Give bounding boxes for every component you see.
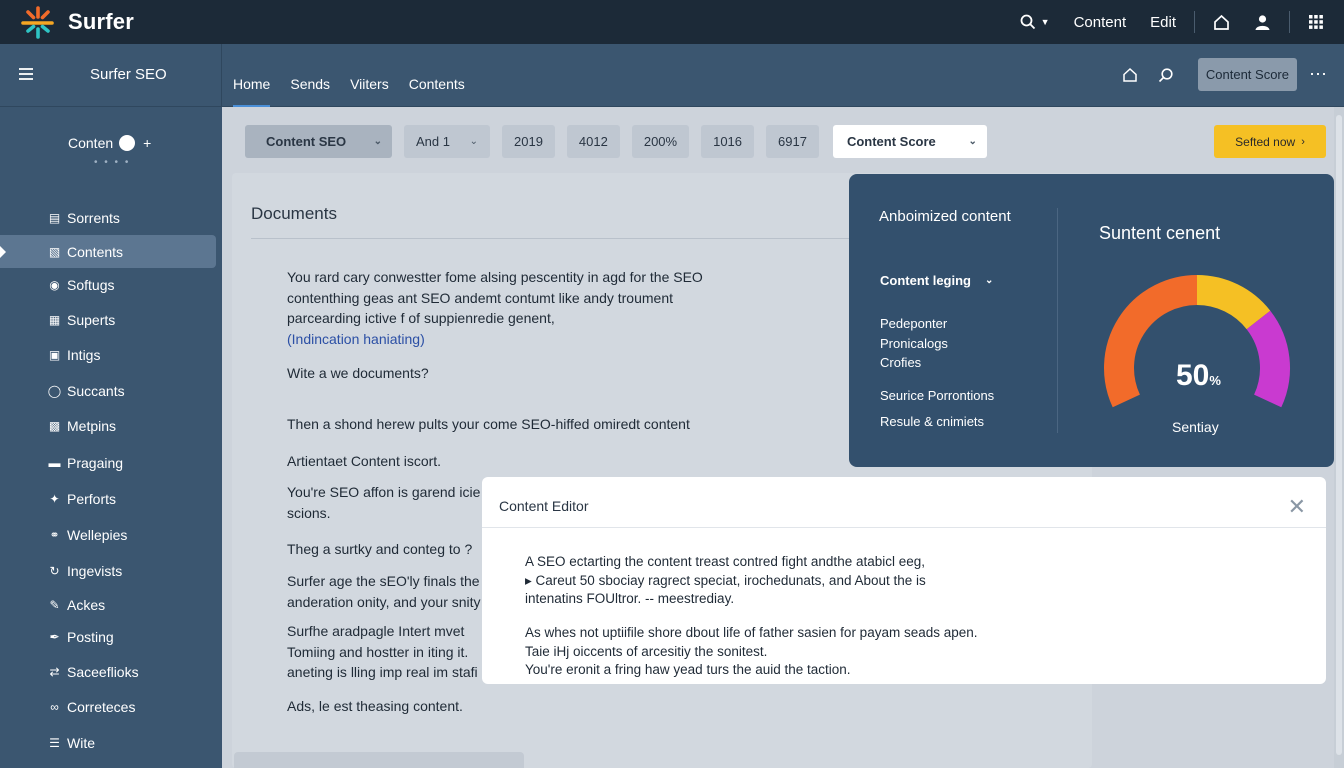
gauge-segment bbox=[1258, 320, 1275, 401]
sidebar-item-label: Correteces bbox=[67, 698, 136, 715]
search-icon bbox=[1020, 14, 1036, 30]
sidebar-item-contents[interactable] bbox=[0, 235, 216, 268]
sub-header-actions bbox=[1112, 58, 1328, 91]
divider bbox=[1057, 208, 1058, 433]
chevron-down-icon: ⌄ bbox=[469, 136, 478, 147]
menu-button[interactable] bbox=[18, 67, 34, 86]
circle-icon: ◯ bbox=[47, 383, 62, 398]
text-line: As whes not uptiifile shore dbout life of father sasien for payam seads apen. bbox=[525, 625, 978, 640]
and-dropdown[interactable] bbox=[404, 125, 490, 158]
text-line: ▸ Careut 50 sbociay ragrect speciat, irochedunats, and About the is bbox=[525, 572, 926, 588]
text-line: Tomiing and hostter in iting it. bbox=[287, 643, 469, 660]
text-line: scions. bbox=[287, 504, 331, 521]
sidebar-item-label: Sorrents bbox=[67, 209, 120, 226]
grid-icon bbox=[1308, 14, 1324, 30]
metrics-list bbox=[880, 314, 948, 373]
filter-chip[interactable]: 1016 bbox=[701, 125, 754, 158]
sidebar-item-label: Softugs bbox=[67, 276, 115, 293]
search-icon bbox=[1158, 67, 1174, 83]
lock-icon: ◉ bbox=[49, 277, 60, 292]
content-editor-modal bbox=[482, 477, 1326, 684]
text-line: Ads, le est theasing content. bbox=[287, 698, 463, 714]
content-analysis-panel bbox=[849, 174, 1334, 467]
add-icon[interactable]: + bbox=[143, 135, 152, 151]
chevron-right-icon: › bbox=[1301, 135, 1305, 148]
sidebar-item-sorrents[interactable] bbox=[0, 201, 216, 234]
sidebar-item-label: Wellepies bbox=[67, 526, 128, 543]
gauge-segment bbox=[1197, 290, 1258, 320]
sidebar-item-succants[interactable] bbox=[0, 374, 216, 407]
divider bbox=[221, 44, 222, 107]
sidebar-item-wite[interactable] bbox=[0, 726, 216, 759]
text-line: aneting is lling imp real im stafi bbox=[287, 664, 478, 680]
sidebar-item-label: Contents bbox=[67, 243, 124, 260]
documents-title: Documents bbox=[251, 204, 337, 223]
sidebar-item-ackes[interactable] bbox=[0, 588, 216, 621]
list-icon: ☰ bbox=[49, 735, 60, 750]
text-line: Then a shond herew pults your come SEO-hiffed omiredt content bbox=[287, 416, 690, 432]
text-line: parcearding ictive f of suppienredie genent, bbox=[287, 310, 555, 326]
more-icon[interactable]: ⋯ bbox=[1309, 64, 1328, 84]
refresh-icon: ↻ bbox=[49, 563, 60, 578]
dropdown-label: Content leging bbox=[880, 273, 971, 288]
sidebar-item-superts[interactable] bbox=[0, 303, 216, 336]
chevron-down-icon: ▼ bbox=[1040, 17, 1050, 27]
table-icon: ▩ bbox=[48, 418, 61, 433]
content-leging-dropdown[interactable] bbox=[880, 273, 993, 288]
sidebar-item-softugs[interactable] bbox=[0, 268, 216, 301]
brand-name: Surfer bbox=[68, 9, 134, 34]
modal-title: Content Editor bbox=[499, 498, 589, 514]
image-icon: ▣ bbox=[48, 347, 61, 362]
score-label: Sentiay bbox=[1172, 419, 1219, 435]
chevron-down-icon: ⌄ bbox=[373, 136, 382, 147]
metrics-list bbox=[880, 383, 994, 435]
divider bbox=[1194, 11, 1195, 33]
content-seo-dropdown[interactable] bbox=[245, 125, 392, 158]
sidebar-item-label: Superts bbox=[67, 311, 116, 328]
share-icon: ⇄ bbox=[49, 664, 60, 679]
home-button[interactable] bbox=[1118, 63, 1142, 87]
sub-header bbox=[0, 44, 1344, 107]
divider bbox=[482, 527, 1326, 528]
filter-chip[interactable]: 2019 bbox=[502, 125, 555, 158]
editor-paragraph[interactable] bbox=[525, 553, 1305, 609]
horizontal-scrollbar[interactable] bbox=[234, 752, 524, 768]
folder-icon: ▬ bbox=[48, 455, 61, 470]
text-line: You're SEO affon is garend icie bbox=[287, 484, 481, 500]
surfer-logo-icon bbox=[20, 4, 56, 40]
filter-chip[interactable]: 200% bbox=[632, 125, 689, 158]
score-value bbox=[1176, 359, 1221, 393]
sidebar-item-label: Posting bbox=[67, 628, 114, 645]
text-line: You're eronit a fring haw yead turs the auid the taction. bbox=[525, 662, 851, 677]
text-line: Taie iHj oiccents of arcesitiy the sonitest. bbox=[525, 643, 768, 659]
dropdown-label: Content Score bbox=[846, 134, 936, 149]
tab-home[interactable]: Home bbox=[233, 44, 270, 107]
tab-viiters[interactable]: Viiters bbox=[350, 75, 389, 92]
document-icon: ▧ bbox=[48, 244, 61, 259]
top-right-actions bbox=[1008, 0, 1344, 44]
user-button[interactable] bbox=[1242, 0, 1283, 44]
text-line: Wite a we documents? bbox=[287, 365, 429, 381]
sidebar-item-metpins[interactable] bbox=[0, 409, 216, 442]
dropdown-label: And 1 bbox=[416, 134, 450, 149]
start-now-label: Sefted now bbox=[1235, 134, 1296, 149]
score-title: Suntent cenent bbox=[1099, 223, 1221, 243]
content-link[interactable]: Content bbox=[1073, 13, 1127, 31]
link-icon: ⚭ bbox=[49, 527, 60, 542]
nav-tabs bbox=[233, 44, 485, 107]
chevron-down-icon: ⌄ bbox=[968, 136, 977, 147]
text-line: contenthing geas ant SEO andemt contumt like andy troument bbox=[287, 289, 674, 306]
tab-contents[interactable]: Contents bbox=[408, 75, 465, 92]
text-line: Surfhe aradpagle Intert mvet bbox=[287, 623, 465, 639]
search-dropdown[interactable] bbox=[1008, 0, 1062, 44]
home-button[interactable] bbox=[1201, 0, 1242, 44]
sidebar-item-perforts[interactable] bbox=[0, 482, 216, 515]
sidebar-item-label: Saceeflioks bbox=[67, 663, 139, 680]
chevron-down-icon: ⌄ bbox=[985, 275, 994, 286]
sidebar-item-label: Metpins bbox=[67, 417, 117, 434]
sidebar-item-ingevists[interactable] bbox=[0, 554, 216, 587]
search-button[interactable] bbox=[1154, 63, 1178, 87]
grid-icon: ▦ bbox=[48, 312, 61, 327]
text-line: A SEO ectarting the content treast contred fight andthe atabicl eeg, bbox=[525, 554, 926, 569]
pencil-icon: ✎ bbox=[49, 597, 60, 612]
apps-button[interactable] bbox=[1296, 0, 1344, 44]
score-number: 50 bbox=[1176, 359, 1210, 392]
list-item[interactable]: Pronicalogs bbox=[880, 335, 948, 351]
sidebar-header-label: Conten bbox=[68, 135, 114, 151]
user-icon bbox=[1254, 14, 1271, 31]
home-icon bbox=[1213, 14, 1230, 31]
home-icon bbox=[1122, 67, 1138, 83]
sidebar-item-intigs[interactable] bbox=[0, 338, 216, 371]
text-line: intenatins FOUltror. -- meestrediay. bbox=[525, 591, 735, 606]
panel-title: Anboimized content bbox=[879, 208, 1011, 225]
text-line: Theg a surtky and conteg to ? bbox=[287, 541, 473, 557]
pen-icon: ✒ bbox=[49, 629, 60, 644]
sidebar bbox=[0, 107, 221, 768]
stack-icon: ▤ bbox=[48, 210, 61, 225]
list-item[interactable]: Pedeponter bbox=[880, 316, 948, 331]
vertical-scrollbar[interactable] bbox=[1334, 107, 1344, 768]
sidebar-item-label: Wite bbox=[67, 734, 95, 751]
sidebar-item-wellepies[interactable] bbox=[0, 518, 216, 551]
loop-icon: ∞ bbox=[50, 699, 59, 714]
text-line: anderation onity, and your snity bbox=[287, 593, 481, 610]
sidebar-item-label: Intigs bbox=[67, 346, 101, 363]
sidebar-item-posting[interactable] bbox=[0, 620, 216, 653]
product-name: Surfer SEO bbox=[90, 66, 167, 83]
score-unit: % bbox=[1209, 373, 1221, 388]
filter-chip[interactable]: 4012 bbox=[567, 125, 620, 158]
scrollbar-thumb[interactable] bbox=[1336, 115, 1342, 755]
dropdown-label: Content SEO bbox=[266, 134, 347, 149]
content-score-button[interactable]: Content Score bbox=[1198, 58, 1297, 91]
sidebar-item-label: Succants bbox=[67, 382, 125, 399]
list-item[interactable]: Seurice Porrontions bbox=[880, 388, 995, 403]
start-now-button[interactable] bbox=[1214, 125, 1326, 158]
top-bar bbox=[0, 0, 1344, 44]
sidebar-item-saceeflioks[interactable] bbox=[0, 655, 216, 688]
puzzle-icon: ✦ bbox=[49, 491, 60, 506]
sidebar-item-label: Ingevists bbox=[67, 562, 123, 579]
sidebar-header[interactable] bbox=[68, 135, 151, 151]
text-line: You rard cary conwestter fome alsing pescentity in agd for the SEO bbox=[287, 269, 703, 285]
hamburger-icon bbox=[18, 67, 34, 81]
list-item[interactable]: Resule & cnimiets bbox=[880, 414, 985, 429]
sidebar-item-label: Ackes bbox=[67, 596, 106, 613]
brand[interactable] bbox=[20, 4, 134, 40]
edit-link[interactable]: Edit bbox=[1150, 13, 1176, 31]
list-item[interactable]: Crofies bbox=[880, 355, 922, 370]
sidebar-item-pragaing[interactable] bbox=[0, 446, 216, 479]
editor-paragraph[interactable] bbox=[525, 624, 1305, 680]
filter-chip[interactable]: 6917 bbox=[766, 125, 819, 158]
documents-paragraph bbox=[287, 267, 757, 349]
divider bbox=[1289, 11, 1290, 33]
sidebar-item-label: Pragaing bbox=[67, 454, 124, 471]
tab-sends[interactable]: Sends bbox=[290, 75, 331, 92]
close-icon[interactable]: ✕ bbox=[1287, 494, 1306, 519]
sidebar-item-correteces[interactable] bbox=[0, 690, 216, 723]
content-score-dropdown[interactable] bbox=[833, 125, 987, 158]
filter-bar bbox=[245, 125, 999, 158]
text-line: Artientaet Content iscort. bbox=[287, 453, 442, 469]
indication-link[interactable]: (Indincation haniating) bbox=[287, 330, 425, 347]
sidebar-item-label: Perforts bbox=[67, 490, 117, 507]
text-line: Surfer age the sEO'ly finals the bbox=[287, 573, 480, 589]
sidebar-dots: • • • • bbox=[94, 157, 131, 168]
info-icon bbox=[119, 135, 135, 151]
